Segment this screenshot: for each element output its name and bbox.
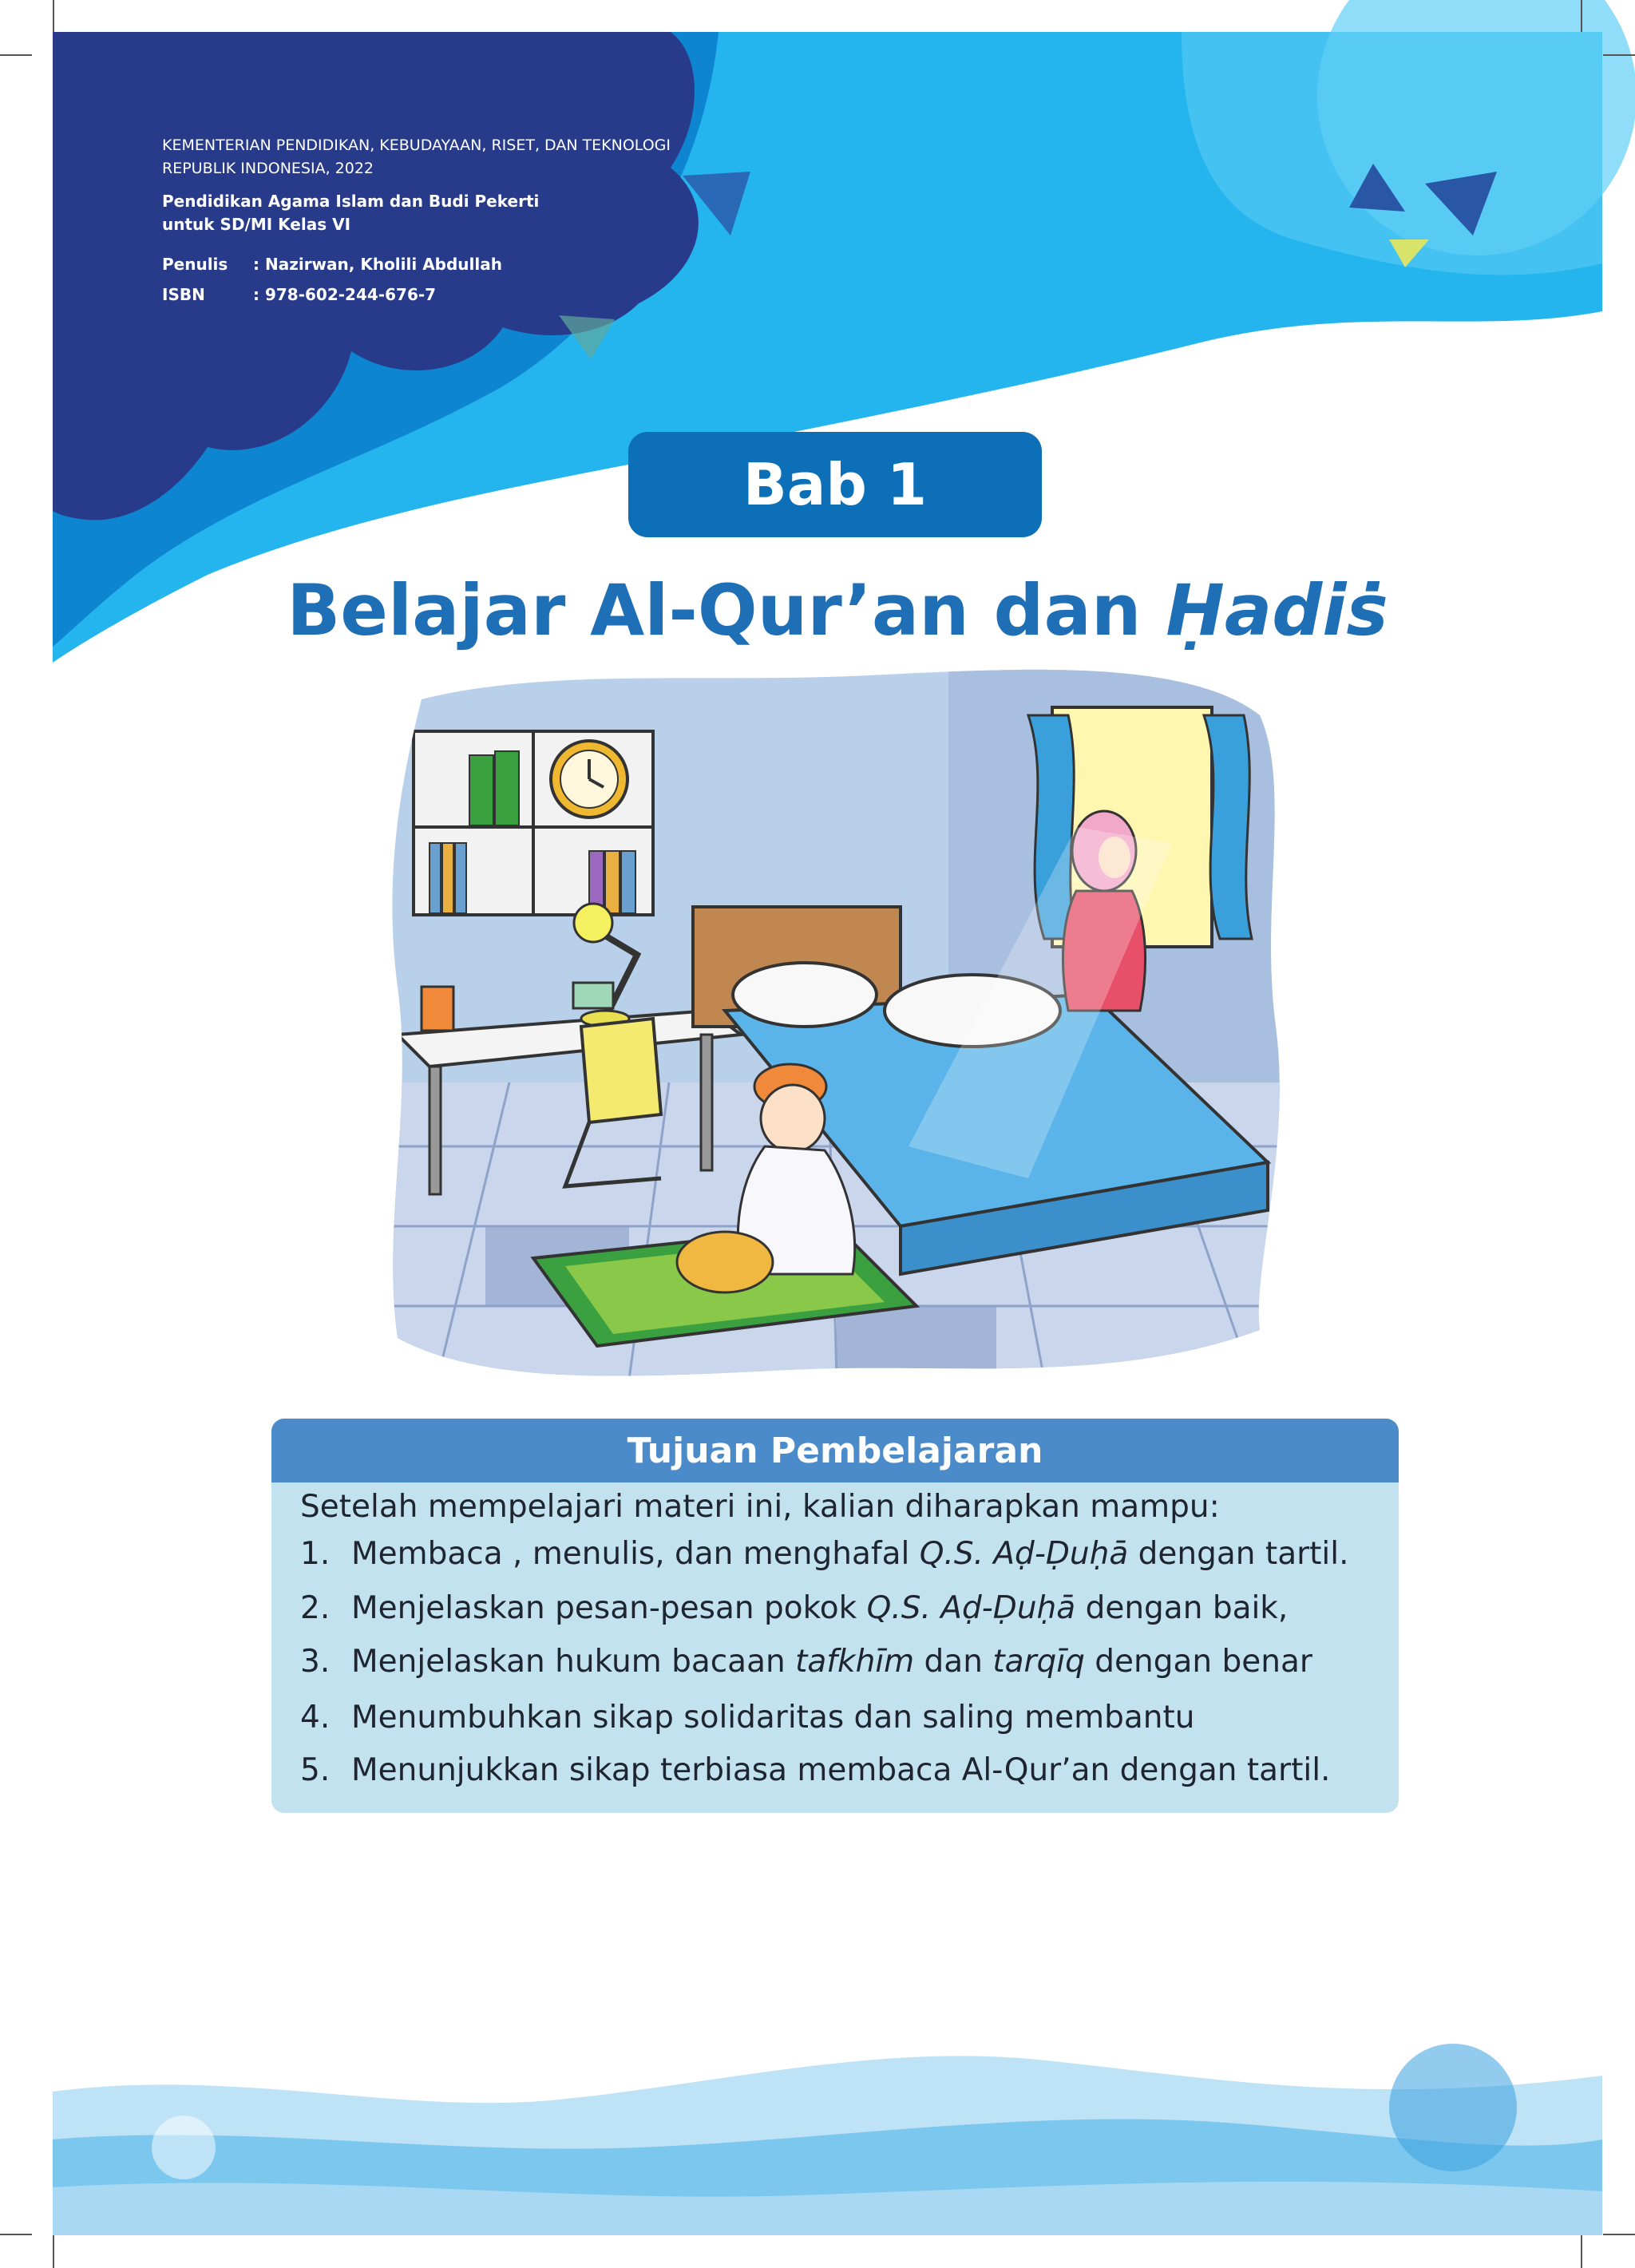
book <box>621 851 635 913</box>
chair <box>581 1019 661 1122</box>
crop-mark <box>1581 2235 1582 2268</box>
pencil-cup <box>422 987 453 1031</box>
author-value: : Nazirwan, Kholili Abdullah <box>253 255 502 274</box>
objective-item <box>300 1752 1330 1788</box>
book-title-line-2: untuk SD/MI Kelas VI <box>162 215 351 234</box>
isbn-label: ISBN <box>162 285 205 304</box>
objective-text: Menumbuhkan sikap solidaritas dan saling membantu <box>351 1700 1195 1736</box>
crop-mark <box>1603 54 1635 56</box>
objective-text: Menunjukkan sikap terbiasa membaca Al-Qur’an dengan tartil. <box>351 1752 1331 1788</box>
objectives-intro: Setelah mempelajari materi ini, kalian diharapkan mampu: <box>300 1489 1220 1525</box>
objective-number: 5. <box>300 1752 331 1788</box>
bottom-bubble <box>1389 2044 1517 2171</box>
isbn-value: : 978-602-244-676-7 <box>253 285 437 304</box>
ministry-line-2: REPUBLIK INDONESIA, 2022 <box>162 160 374 177</box>
chapter-title-main: Belajar Al-Qur’an dan <box>287 569 1166 651</box>
author-row <box>162 249 671 279</box>
tissue-box <box>573 983 613 1008</box>
crop-mark <box>0 2234 32 2235</box>
bottom-bubble <box>152 2116 216 2179</box>
folded-mukena <box>677 1232 773 1292</box>
objective-item <box>300 1536 1348 1572</box>
objective-item <box>300 1590 1288 1626</box>
crop-mark <box>1603 2234 1635 2235</box>
objective-text: Menjelaskan hukum bacaan tafkhīm dan tarqīq dengan benar <box>351 1644 1312 1680</box>
book <box>469 755 493 825</box>
objective-number: 1. <box>300 1536 331 1572</box>
objective-number: 4. <box>300 1700 331 1736</box>
objective-item <box>300 1700 1194 1736</box>
objectives-heading: Tujuan Pembelajaran <box>271 1419 1399 1482</box>
publication-info <box>162 134 671 310</box>
book <box>495 751 519 825</box>
floor-tile-dark <box>837 1306 996 1379</box>
author-label: Penulis <box>162 255 228 274</box>
objective-number: 2. <box>300 1590 331 1626</box>
book <box>455 843 466 913</box>
crop-mark <box>53 2235 54 2268</box>
objective-text: Membaca , menulis, dan menghafal Q.S. Aḍ-Ḍuḥā dengan tartil. <box>351 1536 1349 1572</box>
learning-objectives <box>271 1419 1399 1813</box>
book-title-line-1: Pendidikan Agama Islam dan Budi Pekerti <box>162 192 540 211</box>
book <box>605 851 620 913</box>
crop-mark <box>53 0 54 32</box>
chapter-badge: Bab 1 <box>628 432 1042 537</box>
book <box>430 843 441 913</box>
chapter-title-italic: Ḥadiṡ <box>1166 569 1388 651</box>
pillow <box>733 963 877 1027</box>
objective-item <box>300 1644 1312 1680</box>
bedroom-illustration <box>390 667 1287 1379</box>
chapter-title <box>0 569 1635 651</box>
objective-number: 3. <box>300 1644 331 1680</box>
crop-mark <box>0 54 32 56</box>
crop-mark <box>1581 0 1582 32</box>
isbn-row <box>162 279 671 310</box>
objective-text: Menjelaskan pesan-pesan pokok Q.S. Aḍ-Ḍuḥā dengan baik, <box>351 1590 1289 1626</box>
ministry-line-1: KEMENTERIAN PENDIDIKAN, KEBUDAYAAN, RISET, DAN TEKNOLOGI <box>162 137 671 154</box>
book <box>442 843 453 913</box>
boy-head <box>761 1085 825 1152</box>
